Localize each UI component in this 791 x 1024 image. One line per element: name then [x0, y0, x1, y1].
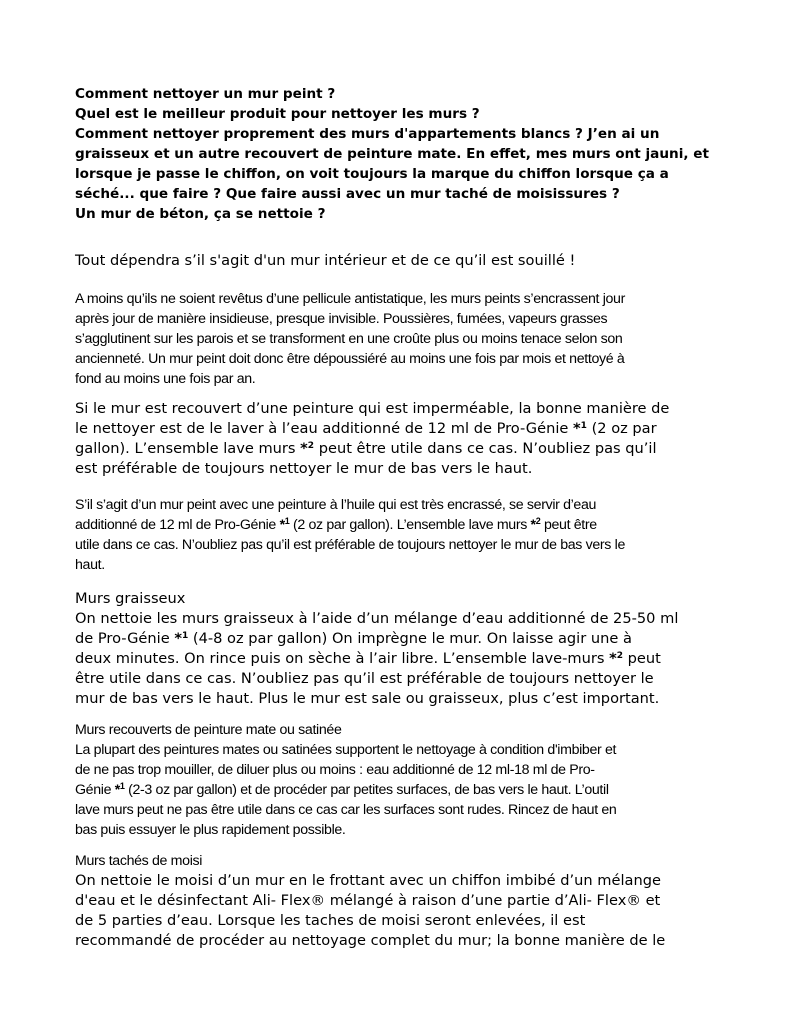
ref-marker: *	[530, 517, 536, 533]
paragraph-line: utile dans ce cas. N’oubliez pas qu’il est préférable de toujours nettoyer le mur de bas vers le	[75, 537, 625, 553]
ref-marker: *	[114, 782, 120, 798]
footnote-ref	[573, 420, 587, 437]
ref-number: 1	[284, 516, 290, 526]
paragraph-line: On nettoie le moisi d’un mur en le frottant avec un chiffon imbibé d’un mélange	[75, 872, 661, 889]
text-run: peut être	[540, 517, 597, 533]
footnote-ref	[280, 517, 290, 533]
footnote-ref	[174, 630, 188, 647]
paragraph-line: lave murs peut ne pas être utile dans ce cas car les surfaces sont rudes. Rincez de haut en	[75, 802, 617, 818]
paragraph-line: recommandé de procéder au nettoyage complet du mur; la bonne manière de le	[75, 932, 666, 949]
paragraph-line	[75, 439, 725, 459]
paragraph-line: est préférable de toujours nettoyer le mur de bas vers le haut.	[75, 460, 533, 477]
huile-paragraph	[75, 495, 725, 575]
paragraph-line: mur de bas vers le haut. Plus le mur est sale ou graisseux, plus c’est important.	[75, 690, 660, 707]
ref-number: 1	[580, 421, 587, 431]
paragraph-line: bas puis essuyer le plus rapidement possible.	[75, 822, 346, 838]
questions-block	[75, 84, 725, 224]
impermeable-paragraph	[75, 399, 725, 479]
text-run: Génie	[75, 782, 115, 798]
paragraph-line: d'eau et le désinfectant Ali- Flex® mélangé à raison d’une partie d’Ali- Flex® et	[75, 892, 661, 909]
text-run: (2 oz par	[586, 420, 657, 437]
paragraph-line: haut.	[75, 557, 105, 573]
paragraph-line	[75, 515, 725, 535]
text-run: peut	[622, 650, 661, 667]
paragraph-line: Si le mur est recouvert d’une peinture qui est imperméable, la bonne manière de	[75, 400, 670, 417]
paragraph-line: après jour de manière insidieuse, presque invisible. Poussières, fumées, vapeurs grasses	[75, 311, 608, 327]
paragraph-line: S’il s’agit d’un mur peint avec une peinture à l’huile qui est très encrassé, se servir d’eau	[75, 497, 597, 513]
ref-number: 1	[181, 631, 189, 641]
lead-sentence: Tout dépendra s’il s'agit d'un mur intérieur et de ce qu’il est souillé !	[75, 252, 576, 269]
paragraph-line: A moins qu’ils ne soient revêtus d’une pellicule antistatique, les murs peints s’encrassent jour	[75, 291, 625, 307]
ref-marker: *	[300, 440, 308, 457]
intro-paragraph	[75, 289, 725, 389]
text-run: (2-3 oz par gallon) et de procéder par petites surfaces, de bas vers le haut. L’outil	[124, 782, 609, 798]
paragraph-line: être utile dans ce cas. N’oubliez pas qu’il est préférable de toujours nettoyer le	[75, 670, 654, 687]
question-line: Quel est le meilleur produit pour nettoyer les murs ?	[75, 106, 480, 122]
paragraph-line: ancienneté. Un mur peint doit donc être dépoussiéré au moins une fois par mois et nettoyé à	[75, 351, 625, 367]
ref-marker: *	[174, 630, 182, 647]
text-run: (2 oz par gallon). L’ensemble lave murs	[289, 517, 531, 533]
paragraph-line: de 5 parties d’eau. Lorsque les taches de moisi seront enlevées, il est	[75, 912, 586, 929]
section-heading: Murs graisseux	[75, 590, 186, 607]
section-heading: Murs recouverts de peinture mate ou satinée	[75, 722, 342, 738]
paragraph-line: On nettoie les murs graisseux à l’aide d’un mélange d’eau additionné de 25-50 ml	[75, 610, 679, 627]
graisseux-section	[75, 589, 725, 709]
section-heading: Murs tachés de moisi	[75, 853, 203, 869]
footnote-ref	[115, 782, 125, 798]
question-line: Un mur de béton, ça se nettoie ?	[75, 206, 326, 222]
paragraph-line	[75, 629, 725, 649]
paragraph-line	[75, 649, 725, 669]
text-run: gallon). L’ensemble lave murs	[75, 440, 301, 457]
ref-number: 2	[307, 441, 315, 451]
text-run: (4-8 oz par gallon) On imprègne le mur. On laisse agir une à	[188, 630, 632, 647]
paragraph-line: fond au moins une fois par an.	[75, 371, 256, 387]
ref-number: 1	[119, 781, 125, 791]
text-run: additionné de 12 ml de Pro-Génie	[75, 517, 280, 533]
ref-number: 2	[535, 516, 541, 526]
question-line: Comment nettoyer un mur peint ?	[75, 86, 336, 102]
paragraph-line: La plupart des peintures mates ou satinées supportent le nettoyage à condition d'imbiber et	[75, 742, 617, 758]
question-line: séché... que faire ? Que faire aussi avec un mur taché de moisissures ?	[75, 186, 620, 202]
paragraph-line: de ne pas trop mouiller, de diluer plus ou moins : eau additionné de 12 ml-18 ml de Pro-	[75, 762, 595, 778]
text-run: peut être utile dans ce cas. N’oubliez pas qu’il	[314, 440, 657, 457]
ref-marker: *	[279, 517, 285, 533]
paragraph-line: s’agglutinent sur les parois et se transforment en une croûte plus ou moins tenace selon son	[75, 331, 623, 347]
text-run: le nettoyer est de le laver à l’eau additionné de 12 ml de Pro-Génie	[75, 420, 574, 437]
footnote-ref	[300, 440, 314, 457]
mate-section	[75, 720, 725, 840]
footnote-ref	[609, 650, 623, 667]
text-run: deux minutes. On rince puis on sèche à l’air libre. L’ensemble lave-murs	[75, 650, 610, 667]
question-line: Comment nettoyer proprement des murs d'appartements blancs ? J’en ai un	[75, 126, 660, 142]
ref-marker: *	[573, 420, 581, 437]
moisi-paragraph	[75, 871, 725, 951]
ref-number: 2	[616, 651, 623, 661]
text-run: de Pro-Génie	[75, 630, 175, 647]
moisi-heading-block	[75, 851, 725, 871]
paragraph-line	[75, 780, 725, 800]
question-line: graisseux et un autre recouvert de peinture mate. En effet, mes murs ont jauni, et	[75, 146, 709, 162]
footnote-ref	[531, 517, 541, 533]
ref-marker: *	[609, 650, 617, 667]
paragraph-line	[75, 419, 725, 439]
question-line: lorsque je passe le chiffon, on voit toujours la marque du chiffon lorsque ça a	[75, 166, 669, 182]
